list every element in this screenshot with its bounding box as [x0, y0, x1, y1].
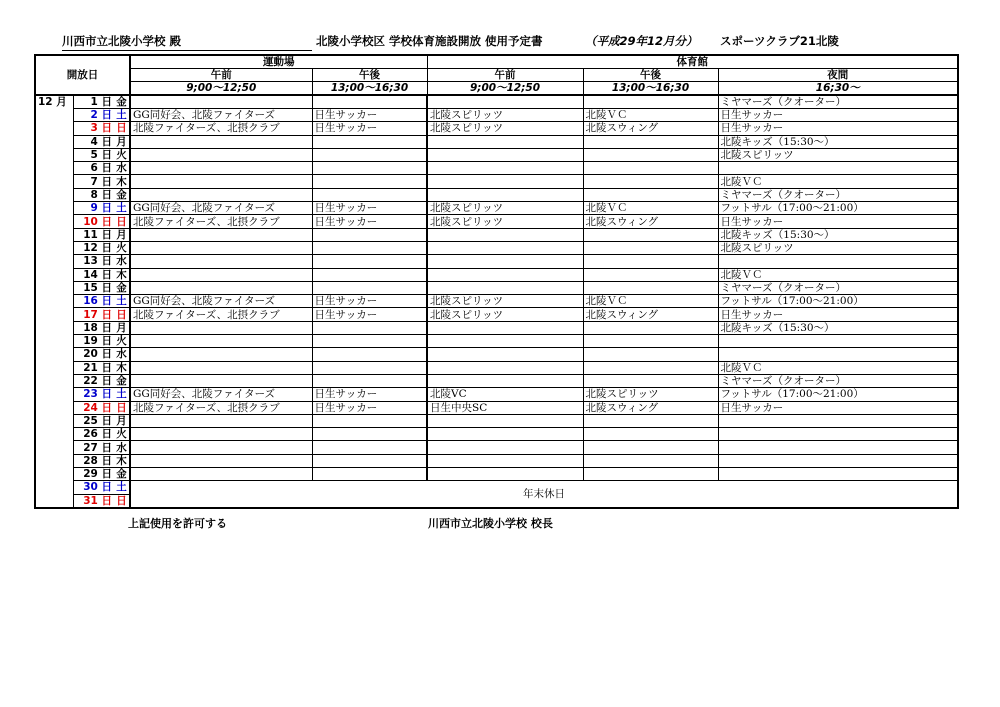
gym-am-cell — [427, 228, 583, 241]
gym-pm-cell — [583, 255, 718, 268]
gym-am-cell — [427, 95, 583, 109]
ground-pm-cell — [312, 241, 427, 254]
period-label: （平成29年12月分） — [585, 34, 698, 48]
gym-night-cell — [718, 348, 958, 361]
gym-am-cell — [427, 335, 583, 348]
gym-pm-cell — [583, 348, 718, 361]
ground-pm-cell — [312, 148, 427, 161]
ground-pm-cell — [312, 374, 427, 387]
gym-pm-cell: 北陵スウィング — [583, 401, 718, 414]
gym-night-cell: ミヤマーズ（クオーター） — [718, 95, 958, 109]
gym-header: 体育館 — [427, 55, 958, 69]
gym-night-cell: 北陵ＶＣ — [718, 361, 958, 374]
table-row — [35, 414, 958, 427]
ground-pm-cell: 日生サッカー — [312, 202, 427, 215]
gym-am-cell — [427, 468, 583, 481]
gym-night-cell — [718, 414, 958, 427]
table-row — [35, 188, 958, 201]
permit-statement: 上記使用を許可する — [128, 517, 227, 530]
gym-pm-cell — [583, 135, 718, 148]
gym-night-cell — [718, 255, 958, 268]
ground-am-cell: 北陵ファイターズ、北摂クラブ — [130, 308, 312, 321]
table-row — [35, 162, 958, 175]
day-number: 29 日 — [73, 468, 114, 481]
ground-am-cell — [130, 255, 312, 268]
day-number: 31 日 — [73, 494, 114, 508]
weekday: 土 — [114, 481, 130, 494]
ground-am-cell — [130, 414, 312, 427]
gym-am-cell: 北陵スピリッツ — [427, 109, 583, 122]
table-row — [35, 468, 958, 481]
ground-am-cell — [130, 335, 312, 348]
weekday: 月 — [114, 135, 130, 148]
table-row — [35, 268, 958, 281]
gym-night-cell: 北陵スピリッツ — [718, 241, 958, 254]
ground-pm-cell — [312, 175, 427, 188]
gym-night-cell: フットサル（17:00〜21:00） — [718, 202, 958, 215]
table-row — [35, 428, 958, 441]
gym-night-cell: フットサル（17:00〜21:00） — [718, 295, 958, 308]
gym-night-cell: フットサル（17:00〜21:00） — [718, 388, 958, 401]
schedule-table — [34, 54, 959, 509]
gym-am-cell: 北陵スピリッツ — [427, 215, 583, 228]
ground-am-cell — [130, 441, 312, 454]
ground-header: 運動場 — [130, 55, 427, 69]
gym-pm-time: 13;00〜16;30 — [583, 82, 718, 96]
ground-pm-cell — [312, 468, 427, 481]
gym-am-cell — [427, 414, 583, 427]
table-row — [35, 202, 958, 215]
ground-am-cell: GG同好会、北陵ファイターズ — [130, 202, 312, 215]
gym-am-cell — [427, 148, 583, 161]
day-number: 23 日 — [73, 388, 114, 401]
gym-pm-header: 午後 — [583, 69, 718, 82]
gym-am-cell — [427, 454, 583, 467]
ground-am-cell — [130, 162, 312, 175]
gym-am-cell — [427, 441, 583, 454]
weekday: 水 — [114, 255, 130, 268]
ground-am-cell — [130, 454, 312, 467]
table-row — [35, 109, 958, 122]
table-row — [35, 374, 958, 387]
day-number: 30 日 — [73, 481, 114, 494]
ground-pm-cell: 日生サッカー — [312, 215, 427, 228]
ground-am-cell — [130, 148, 312, 161]
table-row — [35, 308, 958, 321]
weekday: 土 — [114, 388, 130, 401]
day-number: 4 日 — [73, 135, 114, 148]
holiday-note: 年末休日 — [130, 481, 958, 508]
day-number: 16 日 — [73, 295, 114, 308]
day-number: 21 日 — [73, 361, 114, 374]
gym-pm-cell — [583, 188, 718, 201]
weekday: 金 — [114, 468, 130, 481]
ground-am-cell — [130, 321, 312, 334]
gym-am-cell — [427, 281, 583, 294]
gym-pm-cell — [583, 281, 718, 294]
day-number: 13 日 — [73, 255, 114, 268]
gym-night-cell: 北陵キッズ（15:30〜） — [718, 135, 958, 148]
gym-pm-cell: 北陵スピリッツ — [583, 388, 718, 401]
gym-am-cell — [427, 188, 583, 201]
gym-pm-cell: 北陵スウィング — [583, 122, 718, 135]
table-row — [35, 255, 958, 268]
ground-am-cell — [130, 268, 312, 281]
day-number: 2 日 — [73, 109, 114, 122]
gym-am-header: 午前 — [427, 69, 583, 82]
ground-pm-cell — [312, 321, 427, 334]
ground-pm-cell — [312, 95, 427, 109]
gym-am-cell — [427, 175, 583, 188]
gym-night-cell: 日生サッカー — [718, 122, 958, 135]
gym-night-cell: 北陵スピリッツ — [718, 148, 958, 161]
ground-pm-cell — [312, 228, 427, 241]
ground-pm-cell — [312, 428, 427, 441]
ground-am-cell — [130, 188, 312, 201]
gym-pm-cell — [583, 241, 718, 254]
gym-night-header: 夜間 — [718, 69, 958, 82]
ground-am-cell: 北陵ファイターズ、北摂クラブ — [130, 401, 312, 414]
ground-am-cell — [130, 95, 312, 109]
table-row — [35, 321, 958, 334]
day-number: 18 日 — [73, 321, 114, 334]
weekday: 日 — [114, 122, 130, 135]
gym-night-cell — [718, 162, 958, 175]
weekday: 火 — [114, 241, 130, 254]
weekday: 日 — [114, 215, 130, 228]
ground-am-cell: GG同好会、北陵ファイターズ — [130, 388, 312, 401]
club-name: スポーツクラブ21北陵 — [720, 34, 839, 48]
day-number: 19 日 — [73, 335, 114, 348]
gym-night-cell: 北陵ＶＣ — [718, 268, 958, 281]
gym-night-cell: ミヤマーズ（クオーター） — [718, 281, 958, 294]
gym-night-cell: 北陵ＶＣ — [718, 175, 958, 188]
ground-pm-cell — [312, 361, 427, 374]
day-number: 10 日 — [73, 215, 114, 228]
gym-night-cell — [718, 454, 958, 467]
table-row — [35, 148, 958, 161]
table-row — [35, 348, 958, 361]
weekday: 木 — [114, 175, 130, 188]
gym-night-cell — [718, 428, 958, 441]
open-day-header: 開放日 — [35, 55, 130, 95]
ground-pm-cell — [312, 414, 427, 427]
ground-pm-cell — [312, 454, 427, 467]
gym-am-cell: 日生中央SC — [427, 401, 583, 414]
day-number: 15 日 — [73, 281, 114, 294]
ground-pm-cell — [312, 255, 427, 268]
table-row — [35, 401, 958, 414]
ground-pm-cell — [312, 441, 427, 454]
gym-am-cell — [427, 348, 583, 361]
gym-am-cell — [427, 162, 583, 175]
gym-pm-cell — [583, 321, 718, 334]
ground-am-cell — [130, 241, 312, 254]
ground-pm-cell — [312, 335, 427, 348]
ground-am-cell — [130, 428, 312, 441]
weekday: 金 — [114, 188, 130, 201]
gym-pm-cell: 北陵ＶＣ — [583, 202, 718, 215]
ground-am-header: 午前 — [130, 69, 312, 82]
gym-pm-cell — [583, 268, 718, 281]
ground-am-cell — [130, 135, 312, 148]
gym-am-cell: 北陵スピリッツ — [427, 295, 583, 308]
table-row — [35, 215, 958, 228]
ground-am-cell: GG同好会、北陵ファイターズ — [130, 109, 312, 122]
gym-am-cell: 北陵スピリッツ — [427, 202, 583, 215]
gym-am-cell: 北陵VC — [427, 388, 583, 401]
weekday: 木 — [114, 268, 130, 281]
ground-am-cell — [130, 361, 312, 374]
day-number: 28 日 — [73, 454, 114, 467]
weekday: 月 — [114, 414, 130, 427]
ground-pm-cell — [312, 281, 427, 294]
table-row — [35, 281, 958, 294]
day-number: 20 日 — [73, 348, 114, 361]
day-number: 26 日 — [73, 428, 114, 441]
gym-pm-cell — [583, 335, 718, 348]
gym-night-cell: 日生サッカー — [718, 401, 958, 414]
day-number: 25 日 — [73, 414, 114, 427]
day-number: 11 日 — [73, 228, 114, 241]
document-title: 北陵小学校区 学校体育施設開放 使用予定書 — [316, 34, 543, 48]
weekday: 月 — [114, 228, 130, 241]
ground-am-cell — [130, 468, 312, 481]
table-row — [35, 122, 958, 135]
ground-am-cell — [130, 374, 312, 387]
addressee: 川西市立北陵小学校 殿 — [62, 33, 312, 51]
day-number: 12 日 — [73, 241, 114, 254]
day-number: 24 日 — [73, 401, 114, 414]
ground-pm-cell: 日生サッカー — [312, 109, 427, 122]
weekday: 水 — [114, 441, 130, 454]
gym-night-cell: 北陵キッズ（15:30〜） — [718, 321, 958, 334]
gym-am-cell — [427, 241, 583, 254]
gym-pm-cell — [583, 454, 718, 467]
ground-pm-cell — [312, 135, 427, 148]
weekday: 日 — [114, 401, 130, 414]
gym-am-time: 9;00〜12;50 — [427, 82, 583, 96]
gym-pm-cell — [583, 468, 718, 481]
table-row — [35, 228, 958, 241]
weekday: 火 — [114, 335, 130, 348]
gym-pm-cell — [583, 428, 718, 441]
day-number: 6 日 — [73, 162, 114, 175]
ground-pm-cell: 日生サッカー — [312, 122, 427, 135]
gym-night-cell: 北陵キッズ（15:30〜） — [718, 228, 958, 241]
day-number: 8 日 — [73, 188, 114, 201]
weekday: 土 — [114, 109, 130, 122]
gym-night-cell: 日生サッカー — [718, 109, 958, 122]
gym-pm-cell: 北陵スウィング — [583, 215, 718, 228]
weekday: 土 — [114, 295, 130, 308]
table-row — [35, 295, 958, 308]
gym-pm-cell — [583, 361, 718, 374]
ground-pm-cell — [312, 162, 427, 175]
day-number: 22 日 — [73, 374, 114, 387]
ground-am-cell: GG同好会、北陵ファイターズ — [130, 295, 312, 308]
day-number: 27 日 — [73, 441, 114, 454]
gym-pm-cell — [583, 374, 718, 387]
table-row — [35, 135, 958, 148]
gym-pm-cell — [583, 162, 718, 175]
gym-pm-cell — [583, 95, 718, 109]
weekday: 木 — [114, 454, 130, 467]
day-number: 5 日 — [73, 148, 114, 161]
weekday: 月 — [114, 321, 130, 334]
ground-am-cell: 北陵ファイターズ、北摂クラブ — [130, 215, 312, 228]
table-row — [35, 388, 958, 401]
gym-am-cell — [427, 268, 583, 281]
gym-am-cell — [427, 321, 583, 334]
ground-pm-header: 午後 — [312, 69, 427, 82]
gym-night-cell — [718, 441, 958, 454]
gym-am-cell — [427, 255, 583, 268]
ground-am-cell — [130, 281, 312, 294]
table-row — [35, 241, 958, 254]
gym-am-cell — [427, 361, 583, 374]
gym-pm-cell: 北陵ＶＣ — [583, 109, 718, 122]
gym-pm-cell — [583, 441, 718, 454]
gym-night-cell: ミヤマーズ（クオーター） — [718, 374, 958, 387]
principal-signature: 川西市立北陵小学校 校長 — [428, 517, 553, 530]
weekday: 水 — [114, 162, 130, 175]
ground-pm-cell: 日生サッカー — [312, 401, 427, 414]
gym-am-cell — [427, 428, 583, 441]
ground-am-cell — [130, 175, 312, 188]
weekday: 日 — [114, 308, 130, 321]
gym-am-cell: 北陵スピリッツ — [427, 122, 583, 135]
weekday: 火 — [114, 428, 130, 441]
gym-am-cell: 北陵スピリッツ — [427, 308, 583, 321]
gym-pm-cell: 北陵スウィング — [583, 308, 718, 321]
weekday: 火 — [114, 148, 130, 161]
ground-pm-cell: 日生サッカー — [312, 308, 427, 321]
month-label: 12 月 — [35, 95, 73, 508]
gym-night-cell — [718, 335, 958, 348]
table-row — [35, 441, 958, 454]
ground-pm-cell — [312, 188, 427, 201]
ground-am-cell: 北陵ファイターズ、北摂クラブ — [130, 122, 312, 135]
table-row — [35, 361, 958, 374]
day-number: 7 日 — [73, 175, 114, 188]
weekday: 日 — [114, 494, 130, 508]
table-row — [35, 481, 958, 494]
table-row — [35, 175, 958, 188]
day-number: 9 日 — [73, 202, 114, 215]
weekday: 水 — [114, 348, 130, 361]
gym-pm-cell — [583, 228, 718, 241]
gym-night-cell: 日生サッカー — [718, 215, 958, 228]
ground-pm-time: 13;00〜16;30 — [312, 82, 427, 96]
gym-am-cell — [427, 135, 583, 148]
ground-am-time: 9;00〜12;50 — [130, 82, 312, 96]
ground-am-cell — [130, 228, 312, 241]
ground-pm-cell: 日生サッカー — [312, 295, 427, 308]
weekday: 金 — [114, 281, 130, 294]
ground-am-cell — [130, 348, 312, 361]
table-row — [35, 454, 958, 467]
day-number: 14 日 — [73, 268, 114, 281]
day-number: 3 日 — [73, 122, 114, 135]
ground-pm-cell — [312, 268, 427, 281]
gym-pm-cell — [583, 414, 718, 427]
weekday: 土 — [114, 202, 130, 215]
weekday: 金 — [114, 95, 130, 109]
gym-night-cell — [718, 468, 958, 481]
gym-pm-cell: 北陵ＶＣ — [583, 295, 718, 308]
table-row — [35, 335, 958, 348]
gym-am-cell — [427, 374, 583, 387]
gym-night-cell: 日生サッカー — [718, 308, 958, 321]
gym-night-time: 16;30〜 — [718, 82, 958, 96]
weekday: 金 — [114, 374, 130, 387]
gym-pm-cell — [583, 148, 718, 161]
day-number: 1 日 — [73, 95, 114, 109]
weekday: 木 — [114, 361, 130, 374]
ground-pm-cell: 日生サッカー — [312, 388, 427, 401]
table-row — [35, 95, 958, 109]
ground-pm-cell — [312, 348, 427, 361]
day-number: 17 日 — [73, 308, 114, 321]
gym-night-cell: ミヤマーズ（クオーター） — [718, 188, 958, 201]
gym-pm-cell — [583, 175, 718, 188]
